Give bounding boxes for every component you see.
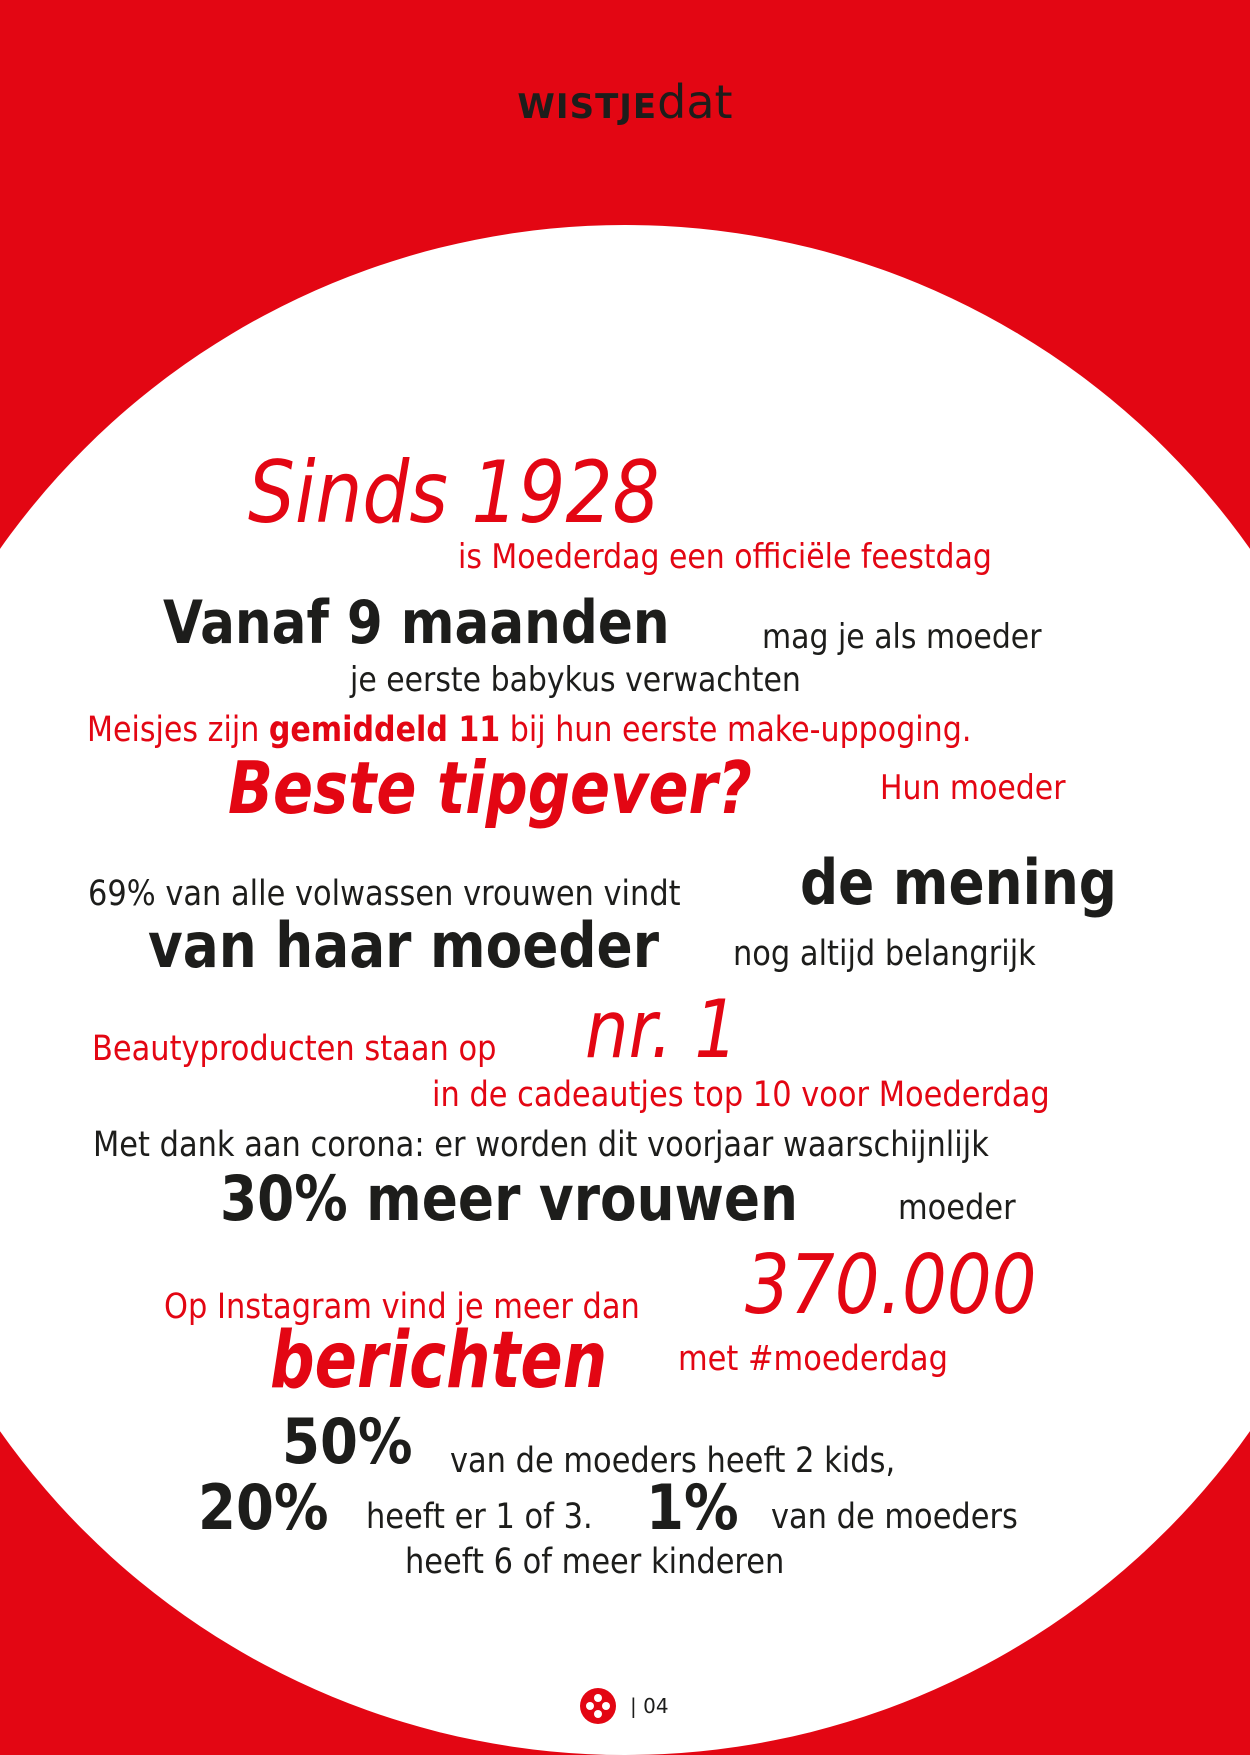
fact-meisjes-b: gemiddeld 11: [268, 710, 501, 750]
kruidvat-dots-logo-icon: [580, 1688, 616, 1724]
fact-kids-a: 50%: [282, 1405, 413, 1478]
fact-vanaf-rest1: mag je als moeder: [762, 617, 1042, 657]
fact-mening-c: van haar moeder: [148, 909, 660, 982]
fact-beauty-c: in de cadeautjes top 10 voor Moederdag: [432, 1075, 1050, 1115]
fact-vanaf-big: Vanaf 9 maanden: [163, 588, 670, 658]
fact-kids-c: 20%: [198, 1471, 329, 1544]
page-number: | 04: [630, 1694, 669, 1718]
header-brand-bold: WISTJE: [517, 87, 658, 127]
fact-insta-d: met #moederdag: [678, 1339, 948, 1379]
fact-insta-a: Op Instagram vind je meer dan: [164, 1287, 640, 1327]
fact-beauty-b: nr. 1: [585, 983, 739, 1076]
fact-meisjes: [87, 710, 972, 750]
fact-kids-e: 1%: [646, 1471, 739, 1544]
fact-beste-rest: Hun moeder: [880, 768, 1066, 808]
fact-meisjes-c: bij hun eerste make-uppoging.: [509, 710, 972, 750]
fact-sinds-big: Sinds 1928: [248, 443, 660, 543]
fact-mening-a: 69% van alle volwassen vrouwen vindt: [88, 874, 681, 914]
fact-mening-b: de mening: [800, 846, 1117, 919]
fact-corona-c: moeder: [898, 1188, 1016, 1228]
fact-kids-f: van de moeders: [771, 1497, 1018, 1537]
fact-sinds-rest: is Moederdag een officiële feestdag: [458, 537, 992, 577]
fact-insta-b: 370.000: [745, 1238, 1037, 1333]
fact-insta-c: berichten: [270, 1316, 608, 1406]
header-brand-light: dat: [657, 75, 733, 129]
fact-kids-d: heeft er 1 of 3.: [366, 1497, 593, 1537]
fact-meisjes-a: Meisjes zijn: [87, 710, 260, 750]
fact-kids-b: van de moeders heeft 2 kids,: [450, 1441, 896, 1481]
fact-corona-b: 30% meer vrouwen: [220, 1162, 798, 1235]
fact-vanaf-rest2: je eerste babykus verwachten: [350, 660, 801, 700]
fact-mening-d: nog altijd belangrijk: [733, 934, 1036, 974]
page-footer: [580, 1688, 669, 1724]
section-header: [0, 72, 1250, 137]
fact-corona-a: Met dank aan corona: er worden dit voorjaar waarschijnlijk: [93, 1125, 989, 1165]
fact-beauty-a: Beautyproducten staan op: [92, 1029, 497, 1069]
fact-beste-big: Beste tipgever?: [228, 746, 752, 830]
fact-kids-g: heeft 6 of meer kinderen: [405, 1542, 785, 1582]
